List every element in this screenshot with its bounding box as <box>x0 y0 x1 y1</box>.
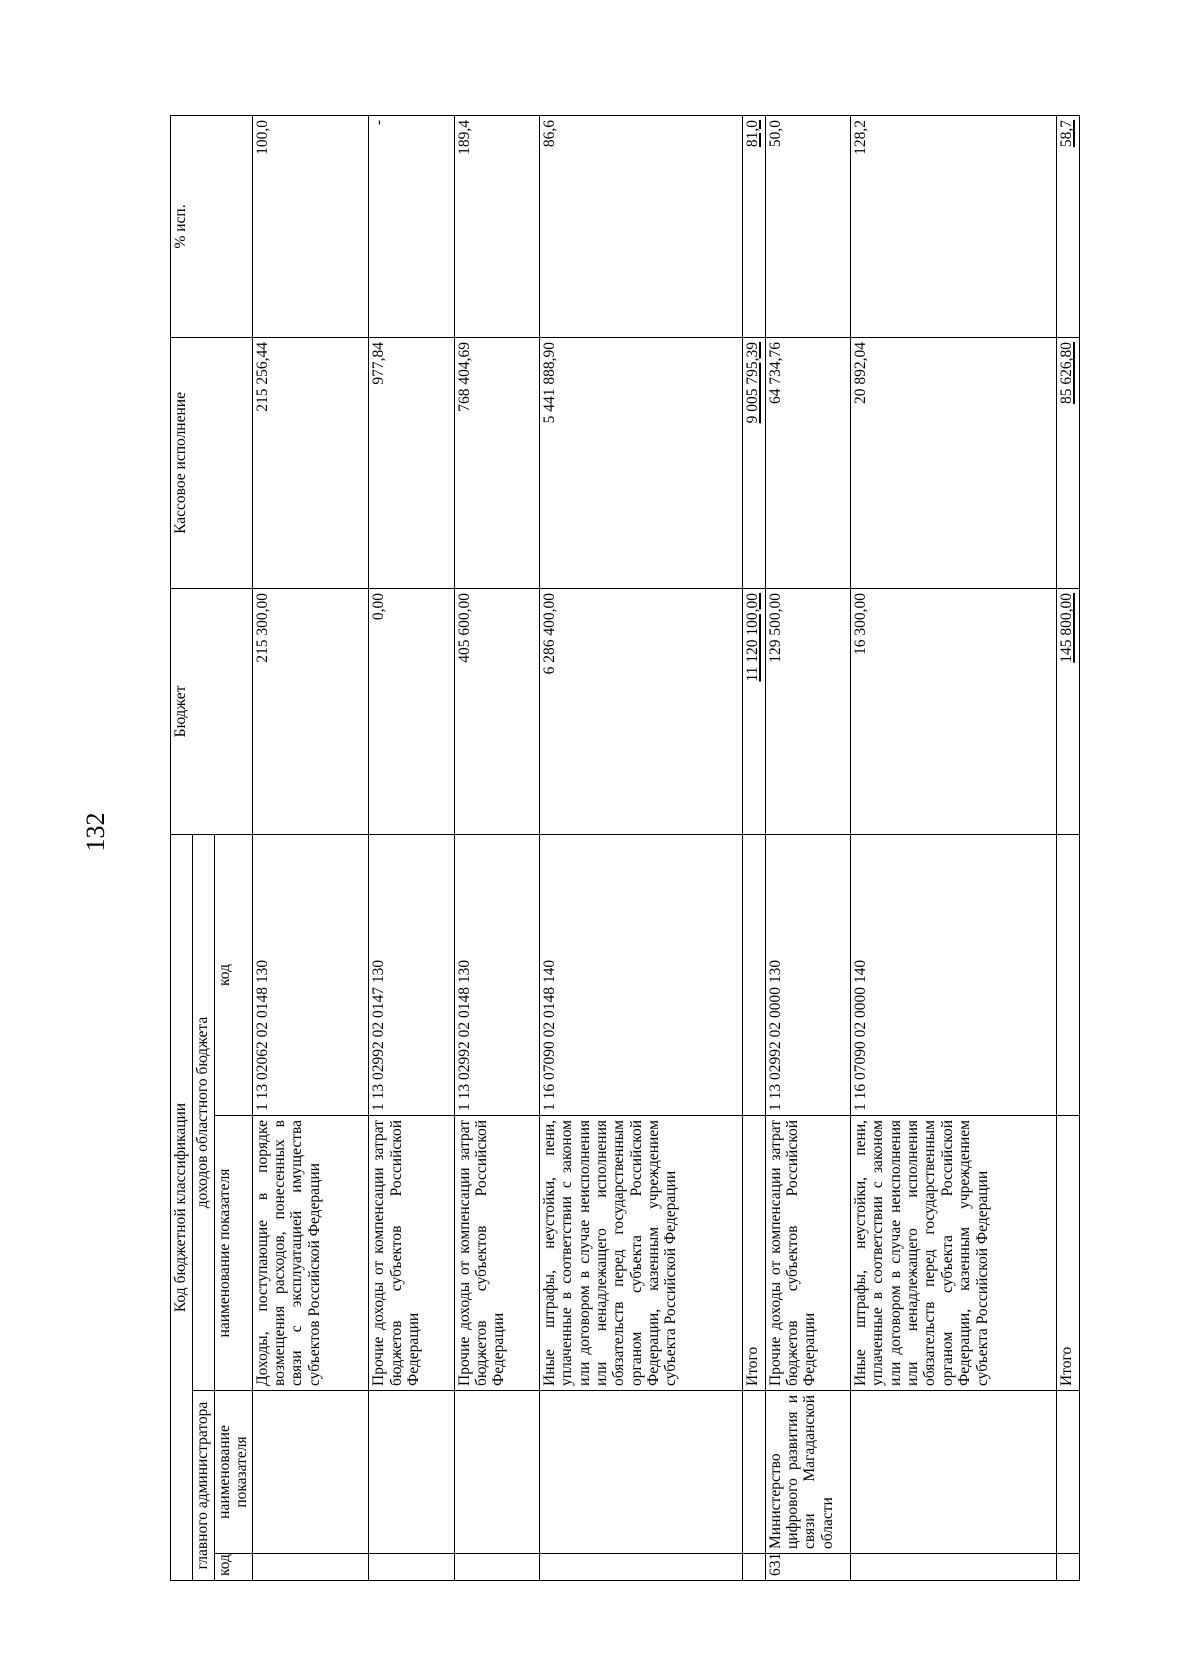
cash-execution-cell: 215 256,44 <box>252 337 369 588</box>
admin-code-cell <box>369 1554 454 1581</box>
income-code-cell: 1 13 02992 02 0147 130 <box>369 834 454 1115</box>
cash-execution-cell: 9 005 795,39 <box>742 337 765 588</box>
cash-execution-cell: 64 734,76 <box>765 337 850 588</box>
header-classification-code: Код бюджетной классификации <box>171 834 193 1580</box>
table-row <box>252 115 369 1580</box>
header-admin-code: код <box>215 1554 253 1581</box>
income-code-cell: 1 16 07090 02 0148 140 <box>539 834 742 1115</box>
table-row <box>369 115 454 1580</box>
table-row <box>742 115 765 1580</box>
budget-cell: 16 300,00 <box>851 588 1057 834</box>
admin-name-cell <box>851 1391 1057 1554</box>
percent-cell: 50,0 <box>765 115 850 337</box>
admin-name-cell <box>252 1391 369 1554</box>
budget-cell: 215 300,00 <box>252 588 369 834</box>
percent-cell: 100,0 <box>252 115 369 337</box>
admin-code-cell <box>742 1554 765 1581</box>
percent-cell: 58,7 <box>1057 115 1080 337</box>
indicator-name-cell: Итого <box>742 1116 765 1391</box>
indicator-name-cell: Доходы, поступающие в порядке возмещения расходов, понесенных в связи с эксплуатацией имущества субъектов Российской Федерации <box>252 1116 369 1391</box>
admin-code-cell <box>539 1554 742 1581</box>
admin-code-cell: 631 <box>765 1554 850 1581</box>
cash-execution-cell: 977,84 <box>369 337 454 588</box>
admin-name-cell <box>539 1391 742 1554</box>
table-row <box>851 115 1057 1580</box>
admin-code-cell <box>454 1554 539 1581</box>
header-cash-execution: Кассовое исполнение <box>171 337 253 588</box>
income-code-cell: 1 13 02992 02 0148 130 <box>454 834 539 1115</box>
admin-code-cell <box>851 1554 1057 1581</box>
income-code-cell <box>1057 834 1080 1115</box>
header-regional-income: доходов областного бюджета <box>193 834 215 1390</box>
percent-cell: 128,2 <box>851 115 1057 337</box>
page-number: 132 <box>81 812 110 852</box>
header-admin-name: наименование показателя <box>215 1391 253 1554</box>
header-income-code: код <box>215 834 253 1115</box>
budget-cell: 0,00 <box>369 588 454 834</box>
cash-execution-cell: 20 892,04 <box>851 337 1057 588</box>
income-code-cell: 1 13 02062 02 0148 130 <box>252 834 369 1115</box>
budget-cell: 6 286 400,00 <box>539 588 742 834</box>
header-percent: % исп. <box>171 115 253 337</box>
table-row <box>765 115 850 1580</box>
income-code-cell: 1 16 07090 02 0000 140 <box>851 834 1057 1115</box>
header-main-administrator: главного администратора <box>193 1391 215 1581</box>
income-code-cell <box>742 834 765 1115</box>
income-code-cell: 1 13 02992 02 0000 130 <box>765 834 850 1115</box>
percent-cell: - <box>369 115 454 337</box>
budget-cell: 145 800,00 <box>1057 588 1080 834</box>
admin-code-cell <box>252 1554 369 1581</box>
header-income-name: наименование показателя <box>215 1116 253 1391</box>
indicator-name-cell: Прочие доходы от компенсации затрат бюджетов субъектов Российской Федерации <box>454 1116 539 1391</box>
budget-cell: 405 600,00 <box>454 588 539 834</box>
indicator-name-cell: Иные штрафы, неустойки, пени, уплаченные в соответствии с законом или договором в случае неисполнения или ненадлежащего исполнения обязательств перед государственным органом субъекта Российской Федерации, казенным учреждением субъекта Российской Федерации <box>539 1116 742 1391</box>
percent-cell: 189,4 <box>454 115 539 337</box>
admin-name-cell <box>369 1391 454 1554</box>
admin-name-cell <box>454 1391 539 1554</box>
admin-code-cell <box>1057 1554 1080 1581</box>
admin-name-cell <box>1057 1391 1080 1554</box>
indicator-name-cell: Иные штрафы, неустойки, пени, уплаченные в соответствии с законом или договором в случае неисполнения или ненадлежащего исполнения обязательств перед государственным органом субъекта Российской Федерации, казенным учреждением субъекта Российской Федерации <box>851 1116 1057 1391</box>
percent-cell: 86,6 <box>539 115 742 337</box>
budget-cell: 11 120 100,00 <box>742 588 765 834</box>
budget-cell: 129 500,00 <box>765 588 850 834</box>
indicator-name-cell: Прочие доходы от компенсации затрат бюджетов субъектов Российской Федерации <box>765 1116 850 1391</box>
indicator-name-cell: Прочие доходы от компенсации затрат бюджетов субъектов Российской Федерации <box>369 1116 454 1391</box>
header-budget: Бюджет <box>171 588 253 834</box>
indicator-name-cell: Итого <box>1057 1116 1080 1391</box>
budget-table <box>170 115 1080 1581</box>
table-row <box>1057 115 1080 1580</box>
cash-execution-cell: 5 441 888,90 <box>539 337 742 588</box>
table-row <box>454 115 539 1580</box>
table-row <box>539 115 742 1580</box>
table-body <box>252 115 1079 1580</box>
rotated-table-container <box>170 116 1080 1581</box>
cash-execution-cell: 85 626,80 <box>1057 337 1080 588</box>
admin-name-cell <box>742 1391 765 1554</box>
cash-execution-cell: 768 404,69 <box>454 337 539 588</box>
percent-cell: 81,0 <box>742 115 765 337</box>
admin-name-cell: Министерство цифрового развития и связи Магаданской области <box>765 1391 850 1554</box>
